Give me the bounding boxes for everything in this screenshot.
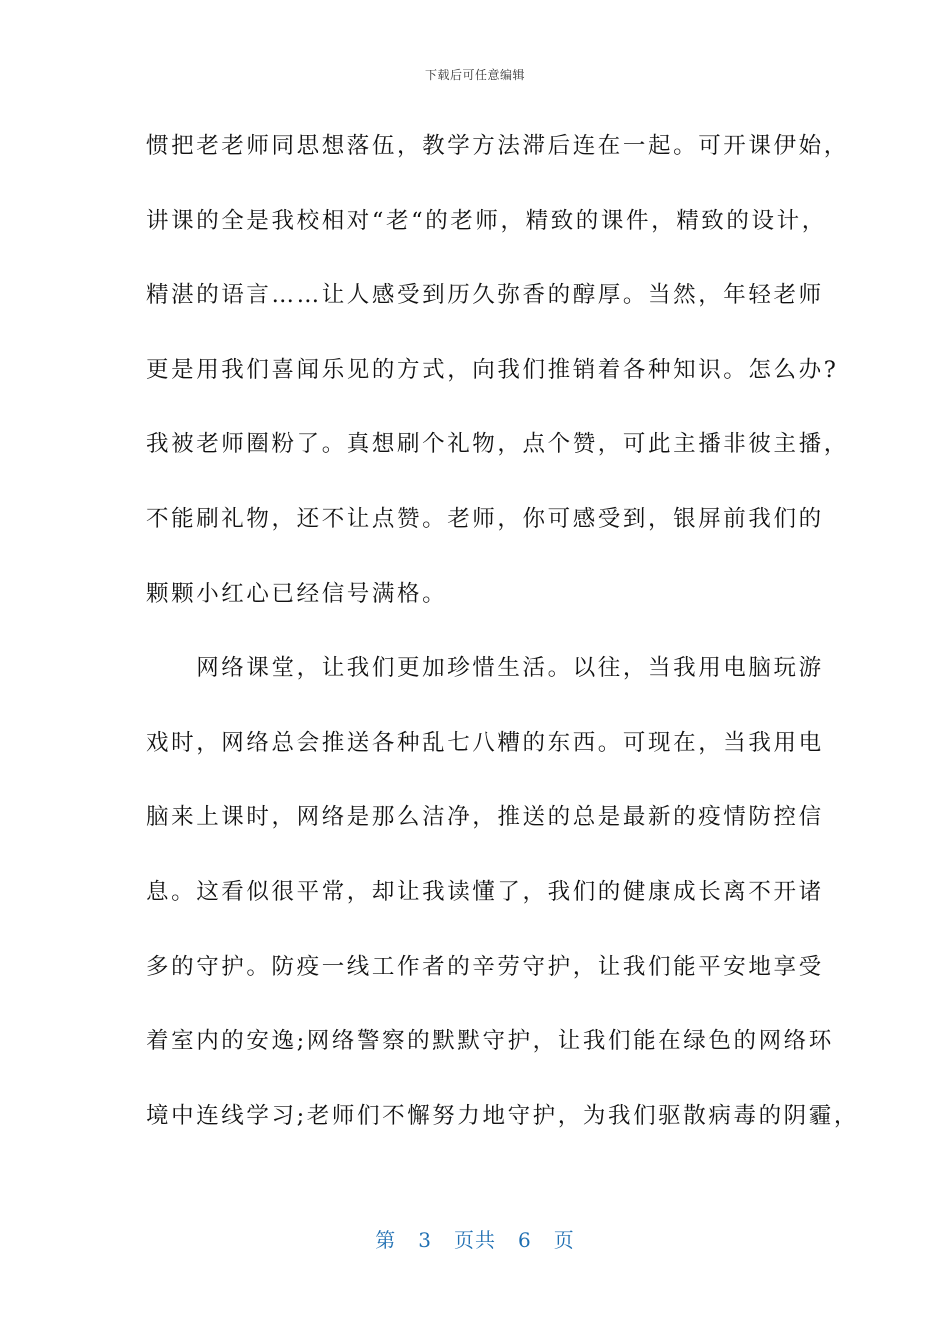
body-text	[146, 126, 859, 1170]
paragraph-start-line: 网络课堂，让我们更加珍惜生活。以往，当我用电脑玩游	[146, 655, 824, 682]
page-number: 3	[418, 1228, 432, 1252]
text-line: 脑来上课时，网络是那么洁净，推送的总是最新的疫情防控信	[146, 804, 824, 831]
page-label-mid: 页共	[454, 1228, 496, 1252]
text-line: 我被老师圈粉了。真想刷个礼物，点个赞，可此主播非彼主播，	[146, 431, 849, 458]
text-line: 讲课的全是我校相对“老“的老师，精致的课件，精致的设计，	[146, 207, 827, 234]
page-header: 下载后可任意编辑	[424, 68, 525, 82]
text-line: 更是用我们喜闻乐见的方式，向我们推销着各种知识。怎么办?	[146, 356, 839, 383]
page-label-prefix: 第	[375, 1228, 397, 1252]
text-line: 着室内的安逸;网络警察的默默守护，让我们能在绿色的网络环	[146, 1028, 834, 1055]
text-line: 不能刷礼物，还不让点赞。老师，你可感受到，银屏前我们的	[146, 505, 824, 532]
text-line: 精湛的语言……让人感受到历久弥香的醇厚。当然，年轻老师	[146, 282, 824, 309]
text-line: 惯把老老师同思想落伍，教学方法滞后连在一起。可开课伊始，	[146, 133, 849, 159]
text-line: 戏时，网络总会推送各种乱七八糟的东西。可现在，当我用电	[146, 729, 824, 756]
text-line: 息。这看似很平常，却让我读懂了，我们的健康成长离不开诸	[146, 878, 824, 905]
text-line: 多的守护。防疫一线工作者的辛劳守护，让我们能平安地享受	[146, 953, 824, 980]
text-line: 颗颗小红心已经信号满格。	[146, 580, 448, 607]
text-line: 境中连线学习;老师们不懈努力地守护，为我们驱散病毒的阴霾，	[146, 1102, 859, 1129]
page-label-suffix: 页	[553, 1228, 575, 1252]
page-footer	[0, 1224, 950, 1253]
page-total: 6	[518, 1228, 532, 1252]
